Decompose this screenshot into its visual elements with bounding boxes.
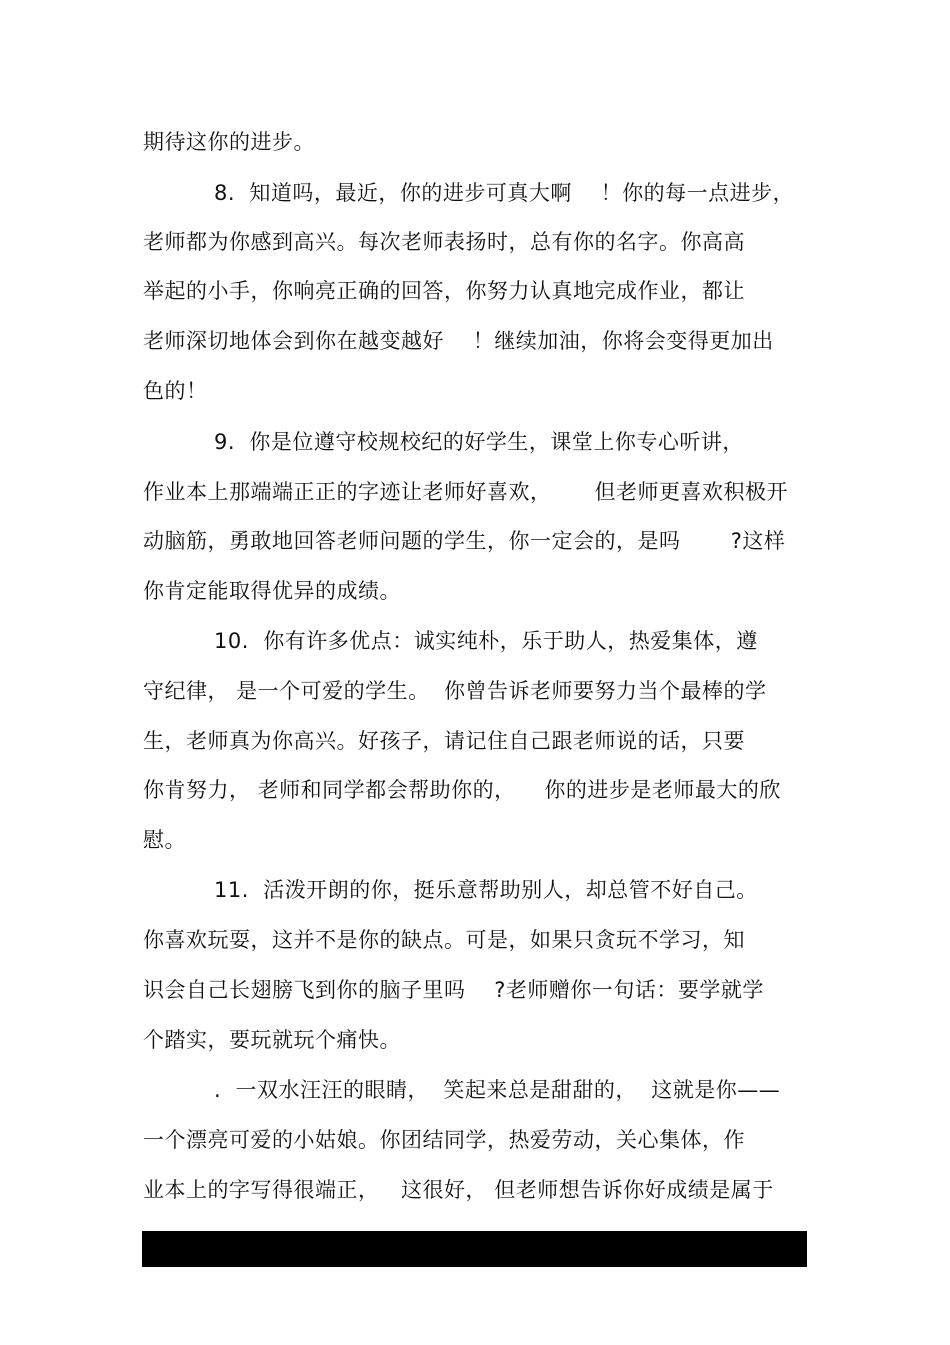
paragraph-10-first-line: 10. 你有许多优点：诚实纯朴，乐于助人，热爱集体，遵 — [214, 629, 758, 653]
paragraph-11-first-line: 11. 活泼开朗的你，挺乐意帮助别人，却总管不好自己。 — [214, 878, 758, 902]
text-line: 慰。 — [143, 828, 186, 852]
text-line: 你喜欢玩耍，这并不是你的缺点。可是，如果只贪玩不学习，知 — [143, 928, 745, 952]
text-line: 业本上的字写得很端正， 这很好， 但老师想告诉你好成绩是属于 — [143, 1178, 774, 1202]
text-line: 色的！ — [143, 379, 208, 403]
redaction-bar — [142, 1231, 807, 1267]
text-line: 老师都为你感到高兴。每次老师表扬时，总有你的名字。你高高 — [143, 230, 745, 254]
text-line: 生，老师真为你高兴。好孩子，请记住自己跟老师说的话，只要 — [143, 729, 745, 753]
text-line: 你肯努力， 老师和同学都会帮助你的， 你的进步是老师最大的欣 — [143, 778, 781, 802]
text-line: 举起的小手，你响亮正确的回答，你努力认真地完成作业，都让 — [143, 279, 745, 303]
paragraph-9-first-line: 9. 你是位遵守校规校纪的好学生，课堂上你专心听讲， — [214, 430, 744, 454]
text-line: 守纪律， 是一个可爱的学生。 你曾告诉老师要努力当个最棒的学 — [143, 679, 767, 703]
paragraph-8-first-line: 8. 知道吗，最近，你的进步可真大啊 ！你的每一点进步， — [214, 181, 795, 205]
text-line: 你肯定能取得优异的成绩。 — [143, 579, 401, 603]
text-line: 老师深切地体会到你在越变越好 ！继续加油，你将会变得更加出 — [143, 329, 774, 353]
text-line: 个踏实，要玩就玩个痛快。 — [143, 1028, 401, 1052]
text-line: 期待这你的进步。 — [143, 130, 315, 154]
text-line: 一个漂亮可爱的小姑娘。你团结同学，热爱劳动，关心集体，作 — [143, 1128, 745, 1152]
text-line: 作业本上那端端正正的字迹让老师好喜欢， 但老师更喜欢积极开 — [143, 480, 789, 504]
text-line: 动脑筋，勇敢地回答老师问题的学生，你一定会的，是吗 ?这样 — [143, 529, 786, 553]
text-line: 识会自己长翅膀飞到你的脑子里吗 ?老师赠你一句话：要学就学 — [143, 978, 764, 1002]
paragraph-12-first-line: . 一双水汪汪的眼睛， 笑起来总是甜甜的， 这就是你—— — [214, 1078, 781, 1102]
